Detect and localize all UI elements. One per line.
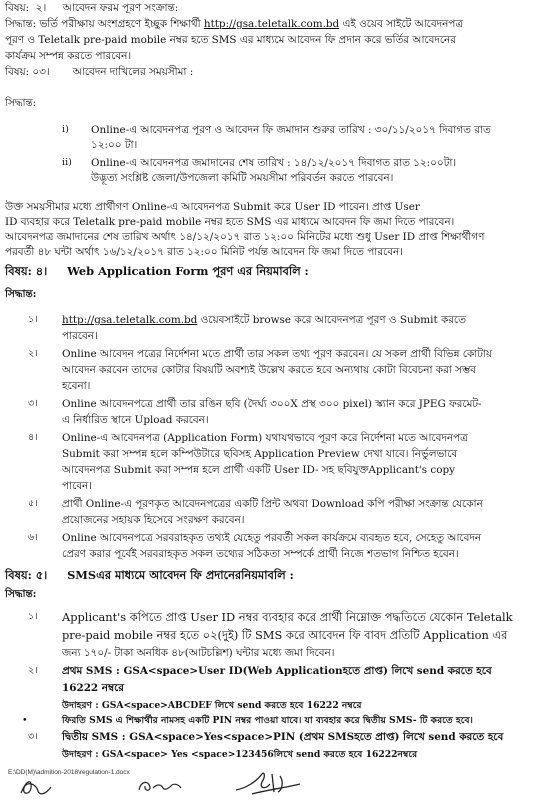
topic2-heading: বিষয়: ২। আবেদন ফরম পূরণ সংক্রান্ত: <box>5 2 179 14</box>
topic3-item-line: উদ্ভূত্য সংশ্লিষ্ট জেলা/উপজেলা কমিটি সময়সীমা পরিবর্তন করতে পারবেন। <box>91 172 394 184</box>
topic3-paragraph-line: পরবর্তী ৪৮ ঘন্টা অর্থাৎ ১৬/১২/২০১৭ রাত ১২:০০ মিনিট পর্যন্ত আবেদন ফি জমা দিতে পারবেন। <box>5 246 403 258</box>
topic4-item-line: Submit করা সম্পন্ন হলে কম্পিউটারে ছবিসহ Application Preview দেখা যাবে। নির্ভুলভাবে <box>62 448 458 460</box>
topic4-item-line: হবেনা। <box>62 380 91 392</box>
topic4-item-line: পারবেন। <box>62 330 98 342</box>
signature-1 <box>18 776 60 798</box>
topic2-decision-line1: সিদ্ধান্ত: ভর্তি পরীক্ষায় অংশগ্রহণে ইচ্ছুক শিক্ষার্থী http://gsa.teletalk.com.bd এই ওয়েব সাইটে আবেদনপত্র <box>5 18 463 30</box>
topic4-item-number: ২। <box>28 348 38 359</box>
topic3-paragraph-line: উক্ত সময়সীমার মধ্যে প্রার্থীগণ Online-এ আবেদনপত্র Submit করে User ID পাবেন। প্রাপ্ত User <box>5 201 420 213</box>
topic3-paragraph-line: আবেদনপত্র জমাদানের শেষ তারিখ অর্থাৎ ১৪/১২/২০১৭ রাত ১২:০০ মিনিটের মধ্যে শুধু User ID প্রাপ্ত শিক্ষার্থীগণ <box>5 231 485 243</box>
topic2-decision-line2: পূরণ ও Teletalk pre-paid mobile নম্বর হতে SMS এর মাধ্যমে আবেদন ফি প্রদান করে ভর্তির আবেদনের <box>5 34 456 46</box>
topic3-item-line: ১২:০০ টা। <box>91 139 138 151</box>
topic5-item-line: Applicant's কপিতে প্রাপ্ত User ID নম্বর ব্যবহার করে প্রার্থী নিম্নোক্ত পদ্ধতিতে যেকোন Teletalk <box>62 610 513 624</box>
topic5-heading: বিষয়: ৫। SMSএর মাধ্যমে আবেদন ফি প্রদানেরনিয়মাবলি : <box>5 568 294 582</box>
topic4-item-number: ১। <box>28 314 38 325</box>
topic5-item-line: 16222 নম্বরে <box>62 682 124 694</box>
topic4-item-line: Online আবেদন পত্রের নির্দেশনা মতে প্রার্থী তার সকল তথ্য পূরণ করবেন। যে সকল প্রার্থী বিভিন্ন কোটায় <box>62 348 493 360</box>
topic4-heading: বিষয়: ৪। Web Application Form পূরণ এর নিয়মাবলি : <box>5 264 309 278</box>
topic4-item-line: প্রার্থী Online-এ পূরণকৃত আবেদনপত্রের একটি প্রিন্ট অথবা Download কপি পরীক্ষা সংক্রান্ত যেকোন <box>62 498 483 510</box>
topic5-bullet-text: ফিরতি SMS এ শিক্ষার্থীর নামসহ একটি PIN নম্বর পাওয়া যাবে। যা ব্যবহার করে দ্বিতীয় SMS- টি করতে হবে। <box>62 715 473 726</box>
topic5-item-line: pre-paid mobile নম্বর হতে ০২(দুই) টি SMS করে আবেদন ফি বাবদ প্রতিটি Application এর <box>62 628 508 642</box>
footer-file-path: E:\DD(M)\admition-2018\regulation-1.docx <box>8 769 130 776</box>
topic4-item-number: ৫। <box>28 498 38 509</box>
topic4-item-line: http://gsa.teletalk.com.bd ওয়েবসাইটে browse করে আবেদনপত্র পূরণ ও Submit করতে <box>62 314 466 326</box>
topic4-item-number: ৬। <box>28 532 38 543</box>
topic4-item-number: ৩। <box>28 398 38 409</box>
topic5-item-number: ২। <box>28 665 38 676</box>
topic4-item-line: প্রেরণ করার পূর্বেই সরবরাহকৃত সকল তথ্যের সঠিকতা সম্পর্কে প্রার্থী নিজে শতভাগ নিশ্চিত হবেন। <box>62 548 459 560</box>
topic3-item-line: Online-এ আবেদনপত্র পূরণ ও আবেদন ফি জমাদান শুরুর তারিখ : ৩০/১১/২০১৭ দিবাগত রাত <box>91 124 491 136</box>
topic5-item-line: জন্য ১৭০/- টাকা অনধিক ৪৮(আটচল্লিশ) ঘন্টার মধ্যে জমা দিবেন। <box>62 647 335 659</box>
topic5-item-line: দ্বিতীয় SMS : GSA<space>Yes<space>PIN (প্রথম SMSহতে প্রাপ্ত) লিখে send করতে হবে <box>62 731 504 743</box>
topic4-item-line: Online আবেদনপত্রে সরবরাহকৃত তথ্যই যেহেতু পরবর্তী সকল কার্যক্রমে ব্যবহৃত হবে, সেহেতু আবেদন <box>62 532 482 544</box>
topic4-item-number: ৪। <box>28 432 38 443</box>
topic5-example: উদাহরণ : GSA<space> Yes <space>123456লিখে send করতে হবে 16222নম্বরে <box>62 749 418 760</box>
topic4-item-line: আবেদন করবেন তাদের কোটার বিষয়টি অবশ্যই উল্লেখ করতে হবে অন্যথায় কোটা বিবেচনা করা সম্ভব <box>62 364 476 376</box>
topic2-decision-line3: কার্যক্রম সম্পন্ন করতে পারবেন। <box>5 50 132 62</box>
topic4-item-line: পাবেন। <box>62 480 92 492</box>
signature-3 <box>232 768 304 798</box>
signature-2 <box>135 776 185 796</box>
topic3-decision-label: সিদ্ধান্ত: <box>5 97 37 109</box>
gsa-link[interactable]: http://gsa.teletalk.com.bd <box>203 18 340 30</box>
topic4-item-line: এ নির্ধারিত স্থানে Upload করবেন। <box>62 414 209 426</box>
topic5-example: উদাহরণ : GSA<space>ABCDEF লিখে send করতে হবে 16222 নম্বরে <box>62 700 362 711</box>
topic5-decision-label: সিদ্ধান্ত: <box>5 588 37 600</box>
topic3-item-number: i) <box>62 124 69 135</box>
topic4-decision-label: সিদ্ধান্ত: <box>5 288 37 300</box>
topic4-item-line: আবেদনপত্র Submit করা সম্পন্ন হলে প্রার্থী একটি User ID- সহ ছবিযুক্তApplicant's copy <box>62 464 455 476</box>
topic5-item-number: ৩। <box>28 731 38 742</box>
topic4-item-line: Online আবেদনপত্রে প্রার্থী তার রঙিন ছবি (দৈর্ঘ্য ৩০০X প্রস্থ ৩০০ pixel) স্ক্যান করে JPEG ফরমেট- <box>62 398 482 410</box>
topic3-paragraph-line: ID ব্যবহার করে Teletalk pre-paid mobile নম্বর হতে SMS এর মাধ্যমে আবেদন ফি জমা দিতে পারবেন। <box>5 216 455 228</box>
topic4-item-line: Online-এ আবেদনপত্র (Application Form) যথাযথভাবে পূরণ করে নির্দেশনা মতে আবেদনপত্র <box>62 432 468 444</box>
topic3-item-number: ii) <box>62 157 72 168</box>
topic4-item-line: প্রয়োজনের সহায়ক হিসেবে সংরক্ষণ করবেন। <box>62 514 245 526</box>
gsa-link[interactable]: http://gsa.teletalk.com.bd <box>62 314 198 326</box>
topic3-item-line: Online-এ আবেদনপত্র জমাদানের শেষ তারিখ : ১৪/১২/২০১৭ দিবাগত রাত ১২:০০টা। <box>91 157 457 169</box>
topic5-item-number: ১। <box>28 611 38 622</box>
topic3-heading: বিষয়: ০৩। আবেদন দাখিলের সময়সীমা : <box>5 66 194 78</box>
bullet-icon: • <box>22 715 28 726</box>
topic5-item-line: প্রথম SMS : GSA<space>User ID(Web Applicationহতে প্রাপ্ত) লিখে send করতে হবে <box>62 665 492 677</box>
